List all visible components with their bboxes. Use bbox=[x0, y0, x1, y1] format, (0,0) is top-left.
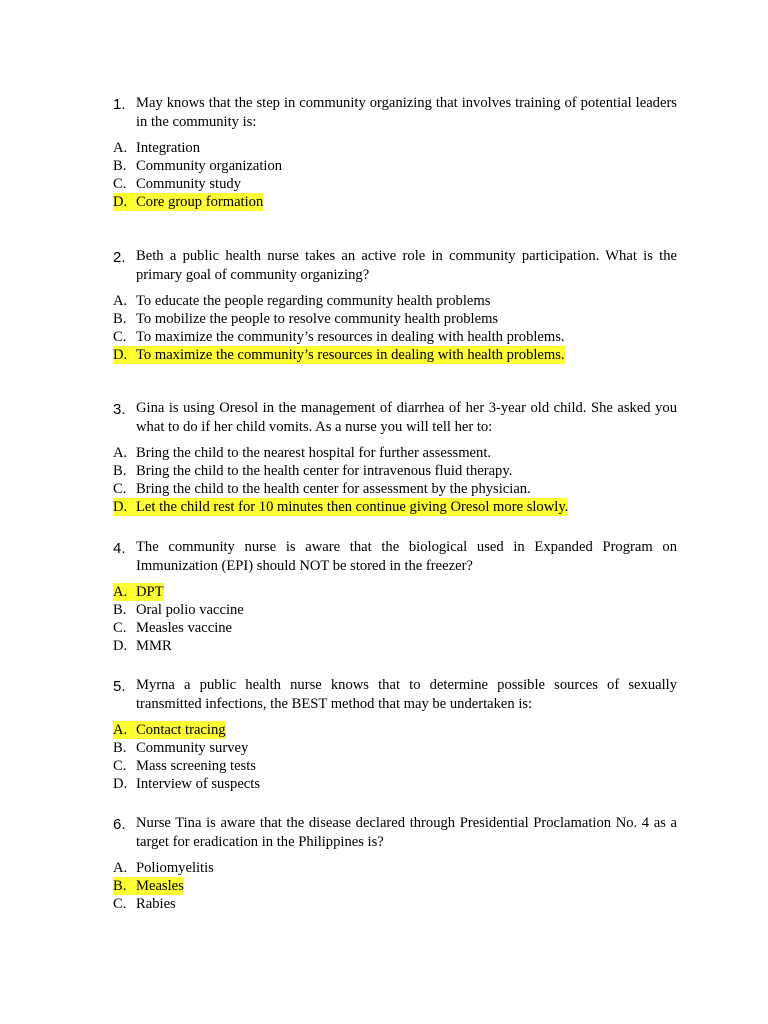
choice-letter: A. bbox=[113, 584, 128, 600]
choice-text: Rabies bbox=[136, 896, 176, 912]
question-stem bbox=[113, 399, 677, 437]
choice-b bbox=[113, 157, 677, 175]
choice-list bbox=[113, 583, 677, 655]
choice-letter: B. bbox=[113, 602, 127, 618]
question-number: 6. bbox=[113, 816, 126, 833]
choice-d bbox=[113, 637, 677, 655]
choice-c bbox=[113, 175, 677, 193]
question-6 bbox=[113, 814, 677, 913]
choice-letter: B. bbox=[113, 311, 127, 327]
question-3 bbox=[113, 399, 677, 516]
choice-d bbox=[113, 775, 677, 793]
choice-text: Community organization bbox=[136, 158, 283, 174]
choice-list bbox=[113, 139, 677, 211]
choice-letter: B. bbox=[113, 158, 127, 174]
question-text: Nurse Tina is aware that the disease declared through Presidential Proclamation No. 4 as a target for eradication in the Philippines is? bbox=[136, 815, 677, 850]
choice-a bbox=[113, 721, 677, 739]
question-text: The community nurse is aware that the biological used in Expanded Program on Immunization (EPI) should NOT be stored in the freezer? bbox=[136, 539, 677, 574]
choice-letter: D. bbox=[113, 776, 128, 792]
choice-d bbox=[113, 193, 677, 211]
question-number: 5. bbox=[113, 678, 126, 695]
choice-d bbox=[113, 346, 677, 364]
choice-b bbox=[113, 601, 677, 619]
choice-text: DPT bbox=[136, 584, 164, 600]
choice-letter: B. bbox=[113, 463, 127, 479]
choice-text: Oral polio vaccine bbox=[136, 602, 244, 618]
choice-c bbox=[113, 895, 677, 913]
choice-d bbox=[113, 498, 677, 516]
question-stem bbox=[113, 676, 677, 714]
choice-list bbox=[113, 292, 677, 364]
choice-text: Contact tracing bbox=[136, 722, 226, 738]
choice-a bbox=[113, 859, 677, 877]
choice-text: MMR bbox=[136, 638, 172, 654]
choice-text: Bring the child to the nearest hospital for further assessment. bbox=[136, 445, 492, 461]
choice-list bbox=[113, 444, 677, 516]
choice-text: Core group formation bbox=[136, 194, 264, 210]
choice-list bbox=[113, 721, 677, 793]
question-text: Beth a public health nurse takes an active role in community participation. What is the primary goal of community organizing? bbox=[136, 248, 677, 283]
choice-c bbox=[113, 757, 677, 775]
choice-a bbox=[113, 292, 677, 310]
choice-text: Bring the child to the health center for assessment by the physician. bbox=[136, 481, 531, 497]
choice-text: Measles bbox=[136, 878, 184, 894]
choice-b bbox=[113, 310, 677, 328]
choice-letter: C. bbox=[113, 329, 127, 345]
choice-letter: A. bbox=[113, 722, 128, 738]
choice-letter: C. bbox=[113, 176, 127, 192]
choice-text: Community study bbox=[136, 176, 242, 192]
question-number: 2. bbox=[113, 249, 126, 266]
choice-b bbox=[113, 739, 677, 757]
choice-a bbox=[113, 444, 677, 462]
choice-letter: D. bbox=[113, 347, 128, 363]
choice-letter: D. bbox=[113, 638, 128, 654]
choice-text: Interview of suspects bbox=[136, 776, 261, 792]
question-text: Gina is using Oresol in the management of diarrhea of her 3-year old child. She asked you what to do if her child vomits. As a nurse you will tell her to: bbox=[136, 400, 677, 435]
question-number: 4. bbox=[113, 540, 126, 557]
question-stem bbox=[113, 94, 677, 132]
question-stem bbox=[113, 247, 677, 285]
choice-letter: A. bbox=[113, 860, 128, 876]
choice-b bbox=[113, 877, 677, 895]
question-stem bbox=[113, 538, 677, 576]
question-number: 1. bbox=[113, 96, 126, 113]
question-4 bbox=[113, 538, 677, 655]
choice-letter: C. bbox=[113, 896, 127, 912]
choice-text: Measles vaccine bbox=[136, 620, 233, 636]
choice-letter: C. bbox=[113, 481, 127, 497]
question-stem bbox=[113, 814, 677, 852]
choice-c bbox=[113, 328, 677, 346]
question-number: 3. bbox=[113, 401, 126, 418]
choice-letter: D. bbox=[113, 499, 128, 515]
choice-letter: D. bbox=[113, 194, 128, 210]
choice-c bbox=[113, 480, 677, 498]
choice-b bbox=[113, 462, 677, 480]
choice-text: Integration bbox=[136, 140, 201, 156]
choice-letter: B. bbox=[113, 740, 127, 756]
question-5 bbox=[113, 676, 677, 793]
question-1 bbox=[113, 94, 677, 211]
choice-a bbox=[113, 583, 677, 601]
question-text: Myrna a public health nurse knows that to determine possible sources of sexually transmitted infections, the BEST method that may be undertaken is: bbox=[136, 677, 677, 712]
choice-text: Bring the child to the health center for intravenous fluid therapy. bbox=[136, 463, 513, 479]
question-text: May knows that the step in community organizing that involves training of potential leaders in the community is: bbox=[136, 95, 677, 130]
choice-letter: A. bbox=[113, 293, 128, 309]
choice-letter: B. bbox=[113, 878, 127, 894]
choice-letter: A. bbox=[113, 140, 128, 156]
choice-text: To maximize the community’s resources in dealing with health problems. bbox=[136, 329, 565, 345]
choice-text: To educate the people regarding community health problems bbox=[136, 293, 491, 309]
choice-letter: A. bbox=[113, 445, 128, 461]
choice-a bbox=[113, 139, 677, 157]
choice-text: Community survey bbox=[136, 740, 249, 756]
choice-text: Mass screening tests bbox=[136, 758, 256, 774]
choice-text: Poliomyelitis bbox=[136, 860, 214, 876]
choice-text: Let the child rest for 10 minutes then continue giving Oresol more slowly. bbox=[136, 499, 569, 515]
choice-c bbox=[113, 619, 677, 637]
choice-letter: C. bbox=[113, 620, 127, 636]
choice-list bbox=[113, 859, 677, 913]
choice-letter: C. bbox=[113, 758, 127, 774]
choice-text: To maximize the community’s resources in dealing with health problems. bbox=[136, 347, 565, 363]
choice-text: To mobilize the people to resolve community health problems bbox=[136, 311, 499, 327]
question-2 bbox=[113, 247, 677, 364]
